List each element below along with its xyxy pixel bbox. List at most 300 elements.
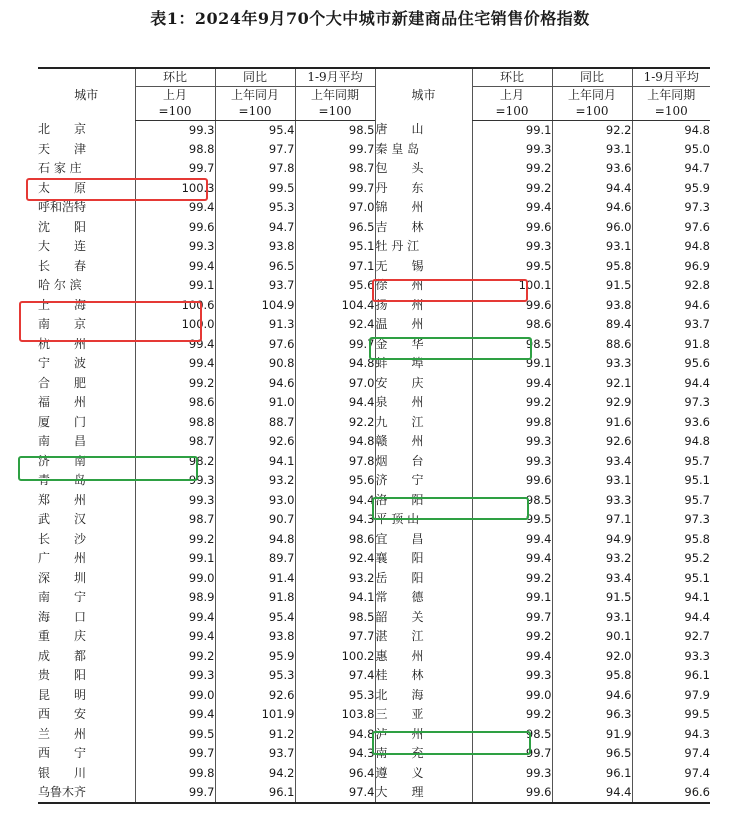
cell-city-right: 襄 阳 xyxy=(375,549,472,569)
cell-city-left: 南 京 xyxy=(38,317,87,332)
cell-yoy-right: 93.6 xyxy=(552,159,632,179)
cell-yoy-left: 97.7 xyxy=(215,140,295,160)
cell-yoy-right: 94.9 xyxy=(552,530,632,550)
table-row xyxy=(38,452,710,472)
cell-avg-right: 97.6 xyxy=(632,218,710,238)
cell-avg-left: 96.4 xyxy=(295,764,375,784)
header-mom-sub2-right: =100 xyxy=(472,103,552,120)
cell-mom-left: 99.7 xyxy=(135,744,215,764)
table-row xyxy=(38,276,710,296)
table-row xyxy=(38,120,710,140)
header-mom-sub1-right: 上月 xyxy=(472,86,552,103)
cell-avg-left: 97.0 xyxy=(295,198,375,218)
cell-yoy-right: 92.6 xyxy=(552,432,632,452)
table-row xyxy=(38,549,710,569)
cell-yoy-left: 95.4 xyxy=(215,608,295,628)
cell-yoy-right: 94.6 xyxy=(552,198,632,218)
cell-yoy-right: 96.0 xyxy=(552,218,632,238)
cell-mom-left: 98.8 xyxy=(135,413,215,433)
cell-yoy-left: 95.3 xyxy=(215,198,295,218)
cell-avg-left: 99.7 xyxy=(295,140,375,160)
cell-mom-right: 99.3 xyxy=(472,452,552,472)
cell-city-right: 桂 林 xyxy=(375,666,472,686)
cell-mom-right: 99.7 xyxy=(472,608,552,628)
header-avg-left: 1-9月平均 xyxy=(295,68,375,86)
cell-avg-right: 94.6 xyxy=(632,296,710,316)
cell-city-right: 平 顶 山 xyxy=(375,510,472,530)
cell-city-left: 天 津 xyxy=(38,141,87,156)
table-row xyxy=(38,198,710,218)
cell-yoy-left: 95.3 xyxy=(215,666,295,686)
cell-city-right: 宜 昌 xyxy=(375,530,472,550)
cell-avg-right: 95.7 xyxy=(632,491,710,511)
cell-avg-right: 96.1 xyxy=(632,666,710,686)
table-row xyxy=(38,237,710,257)
cell-mom-left: 99.3 xyxy=(135,666,215,686)
cell-mom-right: 99.2 xyxy=(472,179,552,199)
cell-yoy-left: 92.6 xyxy=(215,686,295,706)
table-row xyxy=(38,783,710,803)
cell-yoy-left: 89.7 xyxy=(215,549,295,569)
cell-yoy-right: 94.4 xyxy=(552,783,632,803)
cell-yoy-right: 92.0 xyxy=(552,647,632,667)
cell-mom-right: 99.4 xyxy=(472,647,552,667)
cell-city-right: 大 理 xyxy=(375,783,472,803)
table-row xyxy=(38,393,710,413)
cell-yoy-right: 89.4 xyxy=(552,315,632,335)
cell-mom-left: 98.2 xyxy=(135,452,215,472)
cell-yoy-left: 96.5 xyxy=(215,257,295,277)
table-row xyxy=(38,159,710,179)
table-row xyxy=(38,530,710,550)
cell-city-left: 青 岛 xyxy=(38,473,87,488)
header-avg-sub1-left: 上年同期 xyxy=(295,86,375,103)
cell-avg-right: 94.4 xyxy=(632,608,710,628)
cell-avg-left: 95.6 xyxy=(295,276,375,296)
cell-avg-left: 99.7 xyxy=(295,335,375,355)
cell-yoy-left: 91.8 xyxy=(215,588,295,608)
table-row xyxy=(38,491,710,511)
cell-mom-left: 99.0 xyxy=(135,569,215,589)
cell-city-right: 赣 州 xyxy=(375,432,472,452)
cell-mom-right: 98.6 xyxy=(472,315,552,335)
cell-yoy-right: 95.8 xyxy=(552,666,632,686)
cell-yoy-left: 97.6 xyxy=(215,335,295,355)
cell-avg-right: 92.8 xyxy=(632,276,710,296)
cell-mom-left: 99.4 xyxy=(135,257,215,277)
cell-yoy-left: 93.7 xyxy=(215,744,295,764)
cell-yoy-right: 91.9 xyxy=(552,725,632,745)
cell-yoy-right: 93.1 xyxy=(552,608,632,628)
cell-yoy-left: 95.9 xyxy=(215,647,295,667)
cell-mom-left: 100.3 xyxy=(135,179,215,199)
header-yoy-left: 同比 xyxy=(215,68,295,86)
cell-mom-left: 99.0 xyxy=(135,686,215,706)
cell-city-left: 兰 州 xyxy=(38,726,87,741)
cell-city-right: 北 海 xyxy=(375,686,472,706)
table-row xyxy=(38,608,710,628)
cell-city-right: 温 州 xyxy=(375,315,472,335)
cell-yoy-left: 88.7 xyxy=(215,413,295,433)
cell-yoy-right: 88.6 xyxy=(552,335,632,355)
header-yoy-sub1-left: 上年同月 xyxy=(215,86,295,103)
cell-yoy-right: 91.5 xyxy=(552,276,632,296)
cell-mom-left: 99.4 xyxy=(135,198,215,218)
cell-mom-right: 99.3 xyxy=(472,432,552,452)
cell-mom-right: 99.2 xyxy=(472,627,552,647)
table-row xyxy=(38,335,710,355)
table-row xyxy=(38,257,710,277)
cell-city-left: 呼和浩特 xyxy=(38,200,87,215)
cell-yoy-right: 93.1 xyxy=(552,140,632,160)
cell-mom-left: 99.4 xyxy=(135,354,215,374)
table-row xyxy=(38,764,710,784)
table-row xyxy=(38,647,710,667)
cell-yoy-right: 90.1 xyxy=(552,627,632,647)
cell-city-left: 昆 明 xyxy=(38,687,87,702)
cell-avg-right: 92.7 xyxy=(632,627,710,647)
table-row xyxy=(38,725,710,745)
cell-avg-right: 99.5 xyxy=(632,705,710,725)
cell-mom-right: 99.4 xyxy=(472,530,552,550)
cell-avg-left: 97.4 xyxy=(295,783,375,803)
cell-avg-left: 95.1 xyxy=(295,237,375,257)
cell-city-right: 秦 皇 岛 xyxy=(375,140,472,160)
cell-mom-left: 98.7 xyxy=(135,510,215,530)
cell-yoy-left: 93.8 xyxy=(215,237,295,257)
cell-avg-right: 96.6 xyxy=(632,783,710,803)
cell-mom-left: 99.8 xyxy=(135,764,215,784)
cell-mom-left: 99.2 xyxy=(135,647,215,667)
price-index-table xyxy=(38,67,710,804)
table-row xyxy=(38,140,710,160)
cell-yoy-right: 93.1 xyxy=(552,471,632,491)
cell-avg-right: 95.7 xyxy=(632,452,710,472)
header-yoy-sub1-right: 上年同月 xyxy=(552,86,632,103)
table-row xyxy=(38,471,710,491)
cell-avg-right: 97.9 xyxy=(632,686,710,706)
cell-mom-left: 98.9 xyxy=(135,588,215,608)
table-row xyxy=(38,588,710,608)
cell-avg-left: 92.4 xyxy=(295,315,375,335)
cell-avg-right: 95.1 xyxy=(632,569,710,589)
cell-city-left: 重 庆 xyxy=(38,629,87,644)
cell-mom-right: 99.6 xyxy=(472,218,552,238)
table-row xyxy=(38,218,710,238)
cell-avg-right: 94.4 xyxy=(632,374,710,394)
cell-city-left: 哈 尔 滨 xyxy=(38,278,82,293)
cell-yoy-right: 93.8 xyxy=(552,296,632,316)
cell-avg-right: 97.3 xyxy=(632,198,710,218)
cell-city-right: 扬 州 xyxy=(375,296,472,316)
cell-mom-right: 99.4 xyxy=(472,198,552,218)
cell-mom-left: 98.6 xyxy=(135,393,215,413)
cell-avg-right: 95.8 xyxy=(632,530,710,550)
cell-avg-left: 98.5 xyxy=(295,608,375,628)
cell-avg-right: 97.4 xyxy=(632,764,710,784)
cell-city-right: 牡 丹 江 xyxy=(375,237,472,257)
cell-city-right: 丹 东 xyxy=(375,179,472,199)
cell-yoy-left: 93.7 xyxy=(215,276,295,296)
cell-city-right: 泸 州 xyxy=(375,725,472,745)
cell-avg-left: 97.8 xyxy=(295,452,375,472)
header-city-right: 城市 xyxy=(375,68,472,120)
cell-yoy-right: 94.4 xyxy=(552,179,632,199)
cell-avg-left: 98.5 xyxy=(295,120,375,140)
cell-mom-right: 99.5 xyxy=(472,510,552,530)
table-row xyxy=(38,179,710,199)
cell-yoy-right: 96.3 xyxy=(552,705,632,725)
cell-avg-left: 94.4 xyxy=(295,491,375,511)
cell-avg-left: 97.1 xyxy=(295,257,375,277)
cell-city-right: 烟 台 xyxy=(375,452,472,472)
cell-mom-left: 99.7 xyxy=(135,159,215,179)
cell-mom-left: 99.4 xyxy=(135,335,215,355)
header-avg-right: 1-9月平均 xyxy=(632,68,710,86)
cell-city-left: 北 京 xyxy=(38,122,87,137)
table-row xyxy=(38,413,710,433)
cell-city-left: 沈 阳 xyxy=(38,219,87,234)
cell-mom-right: 98.5 xyxy=(472,725,552,745)
cell-city-right: 洛 阳 xyxy=(375,491,472,511)
cell-yoy-right: 93.1 xyxy=(552,237,632,257)
cell-yoy-left: 99.5 xyxy=(215,179,295,199)
cell-avg-left: 94.4 xyxy=(295,393,375,413)
cell-yoy-left: 94.8 xyxy=(215,530,295,550)
cell-avg-right: 97.4 xyxy=(632,744,710,764)
table-row xyxy=(38,627,710,647)
cell-mom-left: 99.7 xyxy=(135,783,215,803)
table-title: 表1：2024年9月70个大中城市新建商品住宅销售价格指数 xyxy=(150,9,590,28)
table-row xyxy=(38,432,710,452)
cell-avg-right: 94.7 xyxy=(632,159,710,179)
header-mom-sub1-left: 上月 xyxy=(135,86,215,103)
cell-avg-left: 92.2 xyxy=(295,413,375,433)
cell-city-right: 唐 山 xyxy=(375,120,472,140)
header-mom-right: 环比 xyxy=(472,68,552,86)
cell-yoy-right: 92.9 xyxy=(552,393,632,413)
cell-city-right: 金 华 xyxy=(375,335,472,355)
cell-city-left: 合 肥 xyxy=(38,375,87,390)
cell-mom-right: 99.3 xyxy=(472,237,552,257)
cell-avg-left: 97.0 xyxy=(295,374,375,394)
cell-avg-left: 97.4 xyxy=(295,666,375,686)
cell-city-left: 郑 州 xyxy=(38,492,87,507)
cell-mom-right: 99.7 xyxy=(472,744,552,764)
table-row xyxy=(38,296,710,316)
cell-mom-left: 99.4 xyxy=(135,608,215,628)
cell-city-left: 贵 阳 xyxy=(38,668,87,683)
cell-mom-right: 99.1 xyxy=(472,120,552,140)
cell-yoy-left: 93.0 xyxy=(215,491,295,511)
cell-yoy-left: 93.2 xyxy=(215,471,295,491)
cell-yoy-right: 93.3 xyxy=(552,354,632,374)
cell-mom-right: 99.4 xyxy=(472,374,552,394)
cell-avg-right: 93.7 xyxy=(632,315,710,335)
cell-yoy-left: 94.1 xyxy=(215,452,295,472)
cell-mom-right: 99.2 xyxy=(472,393,552,413)
cell-city-left: 上 海 xyxy=(38,297,87,312)
cell-mom-right: 99.6 xyxy=(472,296,552,316)
cell-avg-left: 92.4 xyxy=(295,549,375,569)
cell-avg-right: 95.1 xyxy=(632,471,710,491)
cell-city-left: 长 沙 xyxy=(38,531,87,546)
cell-yoy-right: 93.2 xyxy=(552,549,632,569)
cell-mom-left: 99.1 xyxy=(135,276,215,296)
cell-avg-left: 96.5 xyxy=(295,218,375,238)
cell-yoy-left: 104.9 xyxy=(215,296,295,316)
cell-mom-right: 99.1 xyxy=(472,588,552,608)
cell-mom-right: 99.3 xyxy=(472,666,552,686)
cell-avg-left: 97.7 xyxy=(295,627,375,647)
cell-yoy-right: 91.6 xyxy=(552,413,632,433)
cell-city-left: 西 安 xyxy=(38,707,87,722)
cell-avg-left: 99.7 xyxy=(295,179,375,199)
cell-yoy-left: 90.8 xyxy=(215,354,295,374)
cell-mom-right: 99.6 xyxy=(472,783,552,803)
cell-mom-left: 99.3 xyxy=(135,471,215,491)
cell-city-right: 泉 州 xyxy=(375,393,472,413)
header-mom-left: 环比 xyxy=(135,68,215,86)
cell-yoy-left: 94.6 xyxy=(215,374,295,394)
cell-city-right: 无 锡 xyxy=(375,257,472,277)
cell-city-left: 海 口 xyxy=(38,609,87,624)
cell-mom-left: 99.2 xyxy=(135,530,215,550)
cell-yoy-right: 92.2 xyxy=(552,120,632,140)
cell-city-right: 济 宁 xyxy=(375,471,472,491)
cell-yoy-left: 96.1 xyxy=(215,783,295,803)
table-body xyxy=(38,120,710,803)
cell-avg-right: 97.3 xyxy=(632,393,710,413)
cell-city-left: 福 州 xyxy=(38,395,87,410)
cell-yoy-right: 93.3 xyxy=(552,491,632,511)
cell-mom-right: 98.5 xyxy=(472,335,552,355)
cell-city-left: 南 昌 xyxy=(38,434,87,449)
cell-avg-left: 94.3 xyxy=(295,744,375,764)
cell-avg-right: 95.2 xyxy=(632,549,710,569)
header-city-left: 城市 xyxy=(38,68,135,120)
cell-mom-left: 99.4 xyxy=(135,627,215,647)
cell-avg-left: 104.4 xyxy=(295,296,375,316)
table-row xyxy=(38,569,710,589)
cell-city-left: 西 宁 xyxy=(38,746,87,761)
cell-mom-right: 99.6 xyxy=(472,471,552,491)
cell-mom-left: 99.3 xyxy=(135,120,215,140)
cell-mom-right: 99.3 xyxy=(472,764,552,784)
header-yoy-right: 同比 xyxy=(552,68,632,86)
cell-avg-left: 94.8 xyxy=(295,725,375,745)
cell-mom-right: 99.4 xyxy=(472,549,552,569)
cell-mom-left: 99.6 xyxy=(135,218,215,238)
cell-city-left: 厦 门 xyxy=(38,414,87,429)
cell-avg-right: 94.8 xyxy=(632,120,710,140)
cell-city-left: 杭 州 xyxy=(38,336,87,351)
cell-city-right: 锦 州 xyxy=(375,198,472,218)
cell-mom-right: 98.5 xyxy=(472,491,552,511)
cell-yoy-right: 91.5 xyxy=(552,588,632,608)
cell-mom-left: 99.3 xyxy=(135,237,215,257)
cell-yoy-left: 93.8 xyxy=(215,627,295,647)
cell-mom-right: 99.1 xyxy=(472,354,552,374)
cell-yoy-left: 91.0 xyxy=(215,393,295,413)
table-row xyxy=(38,510,710,530)
cell-yoy-left: 91.2 xyxy=(215,725,295,745)
cell-mom-right: 100.1 xyxy=(472,276,552,296)
table-row xyxy=(38,666,710,686)
cell-city-left: 成 都 xyxy=(38,648,87,663)
cell-city-left: 宁 波 xyxy=(38,356,87,371)
cell-yoy-right: 95.8 xyxy=(552,257,632,277)
cell-avg-right: 95.0 xyxy=(632,140,710,160)
cell-city-right: 湛 江 xyxy=(375,627,472,647)
cell-avg-right: 94.1 xyxy=(632,588,710,608)
cell-avg-right: 93.6 xyxy=(632,413,710,433)
cell-mom-right: 99.2 xyxy=(472,569,552,589)
cell-mom-right: 99.2 xyxy=(472,159,552,179)
cell-yoy-right: 97.1 xyxy=(552,510,632,530)
cell-yoy-left: 94.2 xyxy=(215,764,295,784)
cell-avg-left: 103.8 xyxy=(295,705,375,725)
cell-avg-left: 94.3 xyxy=(295,510,375,530)
cell-avg-left: 100.2 xyxy=(295,647,375,667)
cell-city-right: 三 亚 xyxy=(375,705,472,725)
cell-avg-right: 91.8 xyxy=(632,335,710,355)
cell-city-right: 韶 关 xyxy=(375,608,472,628)
header-avg-sub2-right: =100 xyxy=(632,103,710,120)
cell-yoy-right: 96.1 xyxy=(552,764,632,784)
cell-avg-right: 95.6 xyxy=(632,354,710,374)
cell-city-left: 太 原 xyxy=(38,180,87,195)
cell-yoy-right: 94.6 xyxy=(552,686,632,706)
cell-mom-left: 99.2 xyxy=(135,374,215,394)
table-row xyxy=(38,744,710,764)
cell-avg-left: 94.1 xyxy=(295,588,375,608)
header-avg-sub2-left: =100 xyxy=(295,103,375,120)
cell-city-right: 惠 州 xyxy=(375,647,472,667)
cell-yoy-right: 96.5 xyxy=(552,744,632,764)
cell-avg-right: 94.8 xyxy=(632,237,710,257)
cell-mom-right: 99.3 xyxy=(472,140,552,160)
cell-avg-left: 94.8 xyxy=(295,432,375,452)
cell-city-left: 长 春 xyxy=(38,258,87,273)
cell-yoy-left: 92.6 xyxy=(215,432,295,452)
cell-mom-right: 99.0 xyxy=(472,686,552,706)
table-row xyxy=(38,705,710,725)
cell-mom-left: 99.1 xyxy=(135,549,215,569)
cell-yoy-right: 93.4 xyxy=(552,452,632,472)
cell-avg-right: 95.9 xyxy=(632,179,710,199)
cell-yoy-right: 92.1 xyxy=(552,374,632,394)
cell-mom-left: 100.6 xyxy=(135,296,215,316)
cell-city-right: 遵 义 xyxy=(375,764,472,784)
cell-avg-left: 95.6 xyxy=(295,471,375,491)
table-row xyxy=(38,686,710,706)
header-mom-sub2-left: =100 xyxy=(135,103,215,120)
cell-avg-left: 98.7 xyxy=(295,159,375,179)
header-yoy-sub2-left: =100 xyxy=(215,103,295,120)
cell-city-left: 济 南 xyxy=(38,453,87,468)
cell-mom-left: 99.3 xyxy=(135,491,215,511)
cell-yoy-left: 95.4 xyxy=(215,120,295,140)
cell-avg-left: 93.2 xyxy=(295,569,375,589)
cell-city-left: 武 汉 xyxy=(38,512,87,527)
cell-yoy-left: 91.3 xyxy=(215,315,295,335)
cell-avg-right: 96.9 xyxy=(632,257,710,277)
cell-avg-left: 98.6 xyxy=(295,530,375,550)
table-row xyxy=(38,315,710,335)
cell-city-left: 深 圳 xyxy=(38,570,87,585)
cell-yoy-left: 101.9 xyxy=(215,705,295,725)
